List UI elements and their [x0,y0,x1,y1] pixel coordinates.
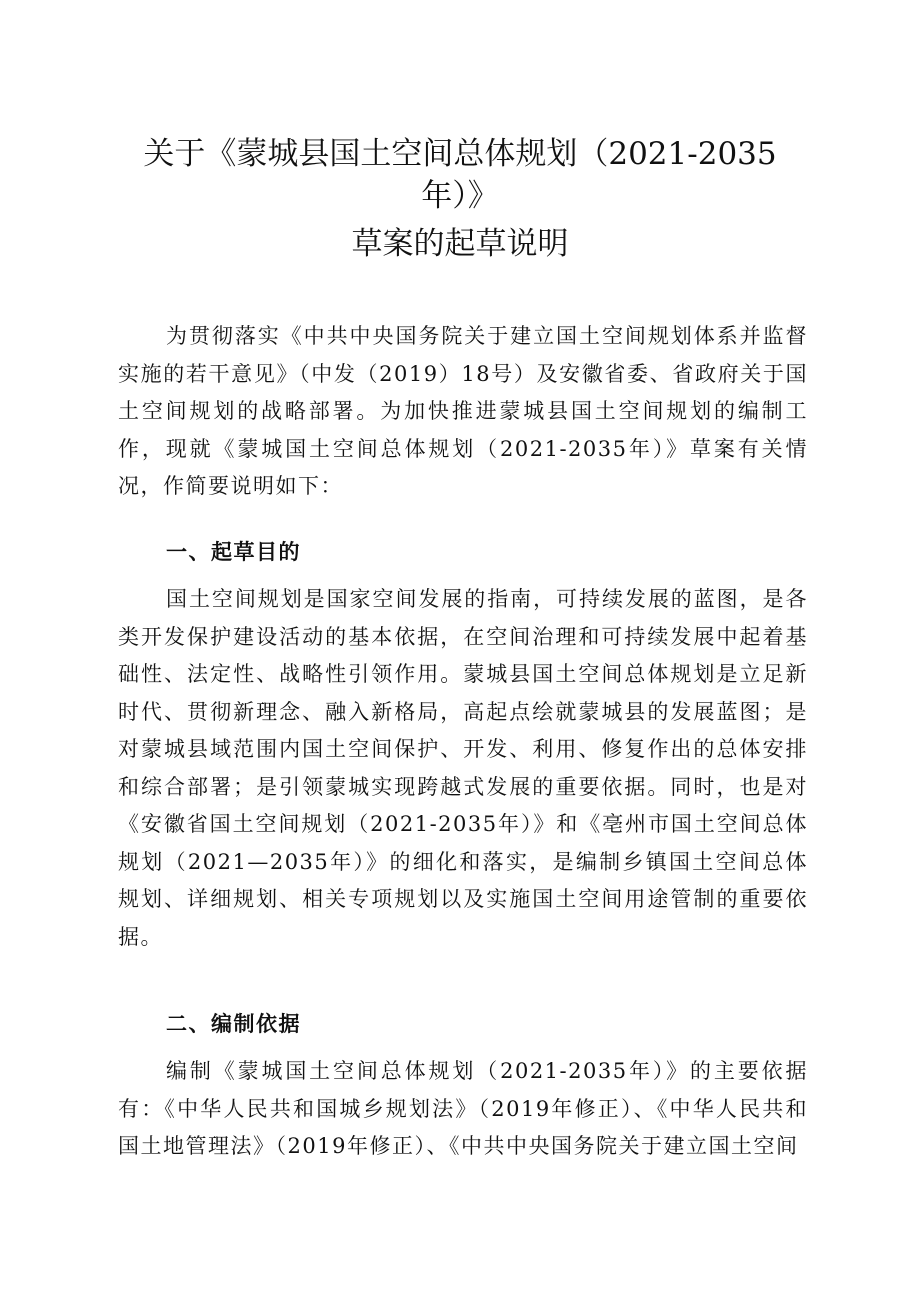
document-title-line-2: 年）》 [421,178,499,214]
section-heading-basis: 二、编制依据 [166,1012,301,1036]
document-title-line-1: 关于《蒙城县国土空间总体规划（2021-2035 [143,136,777,172]
intro-paragraph: 为贯彻落实《中共中央国务院关于建立国土空间规划体系并监督实施的若干意见》（中发（2019）18号）及安徽省委、省政府关于国土空间规划的战略部署。为加快推进蒙城县国土空间规划的编制工作，现就《蒙城国土空间总体规划（2021-2035年）》草案有关情况，作简要说明如下： [118,324,808,498]
document-title-line-3: 草案的起草说明 [351,226,569,262]
purpose-paragraph: 国土空间规划是国家空间发展的指南，可持续发展的蓝图，是各类开发保护建设活动的基本依据，在空间治理和可持续发展中起着基础性、法定性、战略性引领作用。蒙城县国土空间总体规划是立足新时代、贯彻新理念、融入新格局，高起点绘就蒙城县的发展蓝图；是对蒙城县域范围内国土空间保护、开发、利用、修复作出的总体安排和综合部署；是引领蒙城实现跨越式发展的重要依据。同时，也是对《安徽省国土空间规划（2021-2035年）》和《亳州市国土空间总体规划（2021—2035年）》的细化和落实，是编制乡镇国土空间总体规划、详细规划、相关专项规划以及实施国土空间用途管制的重要依据。 [118,587,808,949]
basis-paragraph: 编制《蒙城国土空间总体规划（2021-2035年）》的主要依据有：《中华人民共和国城乡规划法》（2019年修正）、《中华人民共和国土地管理法》（2019年修正）、《中共中央国务院关于建立国土空间 [118,1059,808,1158]
section-heading-purpose: 一、起草目的 [166,540,301,564]
